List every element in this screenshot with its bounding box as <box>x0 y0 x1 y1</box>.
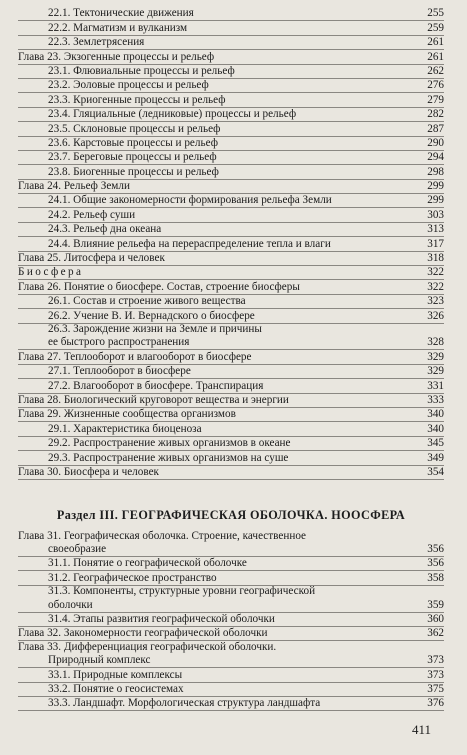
toc-entry-title: Глава 30. Биосфера и человек <box>18 466 159 478</box>
toc-subentry <box>18 208 444 222</box>
toc-entry-title: 23.4. Гляциальные (ледниковые) процессы и рельеф <box>48 108 297 121</box>
toc-entry-title: 23.2. Эоловые процессы и рельеф <box>48 79 209 92</box>
table-of-contents-part1 <box>18 7 444 480</box>
table-of-contents-part2 <box>18 530 444 711</box>
toc-chapter-entry <box>18 50 444 64</box>
toc-entry-title: Глава 28. Биологический круговорот вещества и энергии <box>18 394 289 407</box>
toc-entry-page: 362 <box>427 627 444 640</box>
toc-entry-title: 23.7. Береговые процессы и рельеф <box>48 151 217 164</box>
toc-entry-page: 313 <box>427 223 444 236</box>
toc-chapter-entry <box>18 466 444 480</box>
toc-entry-page: 358 <box>427 571 444 584</box>
section-heading: Раздел III. ГЕОГРАФИЧЕСКАЯ ОБОЛОЧКА. НООСФЕРА <box>56 508 406 522</box>
toc-entry-title: своеобразие <box>48 542 107 555</box>
toc-entry-title: 23.1. Флювиальные процессы и рельеф <box>48 64 235 77</box>
toc-entry-title: Глава 29. Жизненные сообщества организмов <box>18 408 236 421</box>
toc-entry-page: 328 <box>427 336 444 349</box>
toc-entry-page: 279 <box>427 93 444 106</box>
toc-entry-title: 27.2. Влагооборот в биосфере. Транспирация <box>48 379 264 392</box>
toc-entry-page: 276 <box>427 79 444 92</box>
toc-subentry <box>18 79 444 93</box>
toc-subentry <box>18 309 444 323</box>
toc-entry-page: 359 <box>427 598 444 611</box>
toc-chapter-entry <box>18 350 444 364</box>
toc-entry-title: Глава 23. Экзогенные процессы и рельеф <box>18 50 215 63</box>
toc-chapter-entry <box>18 266 444 280</box>
toc-entry-title: 23.5. Склоновые процессы и рельеф <box>48 122 221 135</box>
toc-chapter-entry <box>18 641 444 654</box>
toc-entry-page: 340 <box>427 408 444 421</box>
toc-subentry <box>18 324 444 337</box>
toc-subentry <box>18 437 444 451</box>
toc-entry-title: ее быстрого распространения <box>48 336 190 349</box>
toc-entry-page: 376 <box>427 697 444 710</box>
toc-entry-title: Глава 25. Литосфера и человек <box>18 252 165 265</box>
toc-entry-title: 31.3. Компоненты, структурные уровни географической <box>48 585 316 598</box>
toc-subentry <box>18 137 444 151</box>
toc-entry-page: 303 <box>427 208 444 221</box>
toc-entry-title: Глава 26. Понятие о биосфере. Состав, строение биосферы <box>18 280 300 293</box>
toc-entry-page: 299 <box>427 194 444 207</box>
toc-chapter-entry <box>18 627 444 641</box>
toc-subentry <box>18 336 444 350</box>
toc-subentry <box>18 586 444 599</box>
toc-entry-page: 340 <box>427 422 444 435</box>
toc-entry-title: 24.3. Рельеф дна океана <box>48 223 162 236</box>
toc-subentry <box>18 65 444 79</box>
toc-entry-title: Глава 24. Рельеф Земли <box>18 180 130 193</box>
toc-entry-title: 29.1. Характеристика биоценоза <box>48 422 202 435</box>
toc-subentry <box>18 379 444 393</box>
toc-chapter-entry <box>18 408 444 422</box>
toc-entry-title: Глава 27. Теплооборот и влагооборот в биосфере <box>18 350 252 363</box>
toc-entry-page: 373 <box>427 654 444 667</box>
toc-subentry <box>18 122 444 136</box>
toc-entry-page: 290 <box>427 136 444 149</box>
toc-subentry <box>18 598 444 612</box>
toc-entry-title: 29.3. Распространение живых организмов на суше <box>48 451 289 464</box>
toc-chapter-entry <box>18 180 444 194</box>
toc-entry-page: 345 <box>427 437 444 450</box>
toc-entry-page: 326 <box>427 309 444 322</box>
toc-entry-page: 354 <box>427 466 444 478</box>
toc-entry-page: 333 <box>427 394 444 407</box>
toc-entry-title: 24.2. Рельеф суши <box>48 208 136 221</box>
toc-entry-title: 23.8. Биогенные процессы и рельеф <box>48 165 219 178</box>
toc-entry-page: 261 <box>427 50 444 63</box>
toc-subentry <box>18 237 444 251</box>
toc-entry-title: 33.3. Ландшафт. Морфологическая структура ландшафта <box>48 697 321 710</box>
toc-entry-page: 261 <box>427 36 444 49</box>
toc-entry-page: 331 <box>427 379 444 392</box>
toc-entry-page: 294 <box>427 151 444 164</box>
toc-entry-title: Глава 31. Географическая оболочка. Строение, качественное <box>18 529 307 542</box>
toc-chapter-entry <box>18 280 444 294</box>
toc-entry-page: 323 <box>427 295 444 308</box>
toc-entry-title: 26.2. Учение В. И. Вернадского о биосфере <box>48 309 255 322</box>
toc-subentry <box>18 697 444 711</box>
toc-entry-page: 318 <box>427 252 444 265</box>
toc-entry-title: 31.4. Этапы развития географической оболочки <box>48 612 275 625</box>
toc-entry-page: 317 <box>427 237 444 250</box>
toc-entry-page: 356 <box>427 557 444 570</box>
toc-entry-page: 259 <box>427 21 444 34</box>
toc-entry-page: 255 <box>427 7 444 20</box>
toc-entry-title: 23.3. Криогенные процессы и рельеф <box>48 93 226 106</box>
toc-entry-page: 298 <box>427 165 444 178</box>
toc-chapter-entry <box>18 530 444 543</box>
toc-subentry <box>18 668 444 682</box>
toc-subentry <box>18 151 444 165</box>
toc-entry-page: 282 <box>427 108 444 121</box>
toc-entry-title: 24.4. Влияние рельефа на перераспределение тепла и влаги <box>48 237 331 250</box>
toc-entry-title: Природный комплекс <box>48 654 151 667</box>
toc-entry-title: 33.2. Понятие о геосистемах <box>48 683 184 696</box>
toc-subentry <box>18 36 444 50</box>
toc-subentry <box>18 451 444 465</box>
toc-entry-title: 27.1. Теплооборот в биосфере <box>48 365 191 378</box>
toc-entry-title: Биосфера <box>18 266 84 279</box>
toc-entry-page: 373 <box>427 668 444 681</box>
toc-entry-page: 287 <box>427 122 444 135</box>
toc-entry-page: 375 <box>427 683 444 696</box>
toc-entry-page: 322 <box>427 280 444 293</box>
toc-entry-title: Глава 32. Закономерности географической оболочки <box>18 627 268 640</box>
toc-entry-title: оболочки <box>48 598 93 611</box>
toc-chapter-entry <box>18 252 444 266</box>
toc-entry-page: 356 <box>427 542 444 555</box>
toc-chapter-entry <box>18 543 444 557</box>
toc-subentry <box>18 165 444 179</box>
toc-subentry <box>18 108 444 122</box>
toc-entry-title: 29.2. Распространение живых организмов в океане <box>48 437 291 450</box>
toc-chapter-entry <box>18 654 444 668</box>
toc-subentry <box>18 683 444 697</box>
toc-subentry <box>18 571 444 585</box>
toc-entry-page: 322 <box>427 266 444 279</box>
toc-entry-title: 23.6. Карстовые процессы и рельеф <box>48 136 218 149</box>
page-number: 411 <box>412 722 432 737</box>
toc-subentry <box>18 93 444 107</box>
toc-entry-title: 24.1. Общие закономерности формирования рельефа Земли <box>48 194 332 207</box>
toc-subentry <box>18 365 444 379</box>
toc-entry-title: 31.1. Понятие о географической оболочке <box>48 557 247 570</box>
toc-entry-title: 33.1. Природные комплексы <box>48 668 183 681</box>
toc-entry-page: 360 <box>427 612 444 625</box>
toc-entry-page: 349 <box>427 451 444 464</box>
toc-entry-page: 299 <box>427 180 444 193</box>
toc-entry-title: 22.3. Землетрясения <box>48 36 145 49</box>
toc-subentry <box>18 613 444 627</box>
toc-entry-page: 329 <box>427 365 444 378</box>
toc-entry-page: 262 <box>427 64 444 77</box>
toc-entry-title: 22.1. Тектонические движения <box>48 7 194 20</box>
toc-subentry <box>18 21 444 35</box>
toc-subentry <box>18 223 444 237</box>
toc-entry-title: 22.2. Магматизм и вулканизм <box>48 21 188 34</box>
toc-subentry <box>18 194 444 208</box>
toc-entry-title: 26.3. Зарождение жизни на Земле и причины <box>48 323 262 336</box>
toc-entry-page: 329 <box>427 350 444 363</box>
toc-subentry <box>18 422 444 436</box>
toc-subentry <box>18 7 444 21</box>
toc-subentry <box>18 557 444 571</box>
toc-subentry <box>18 295 444 309</box>
toc-entry-title: 26.1. Состав и строение живого вещества <box>48 295 246 308</box>
toc-entry-title: Глава 33. Дифференциация географической оболочки. <box>18 640 277 653</box>
toc-chapter-entry <box>18 394 444 408</box>
toc-entry-title: 31.2. Географическое пространство <box>48 571 217 584</box>
